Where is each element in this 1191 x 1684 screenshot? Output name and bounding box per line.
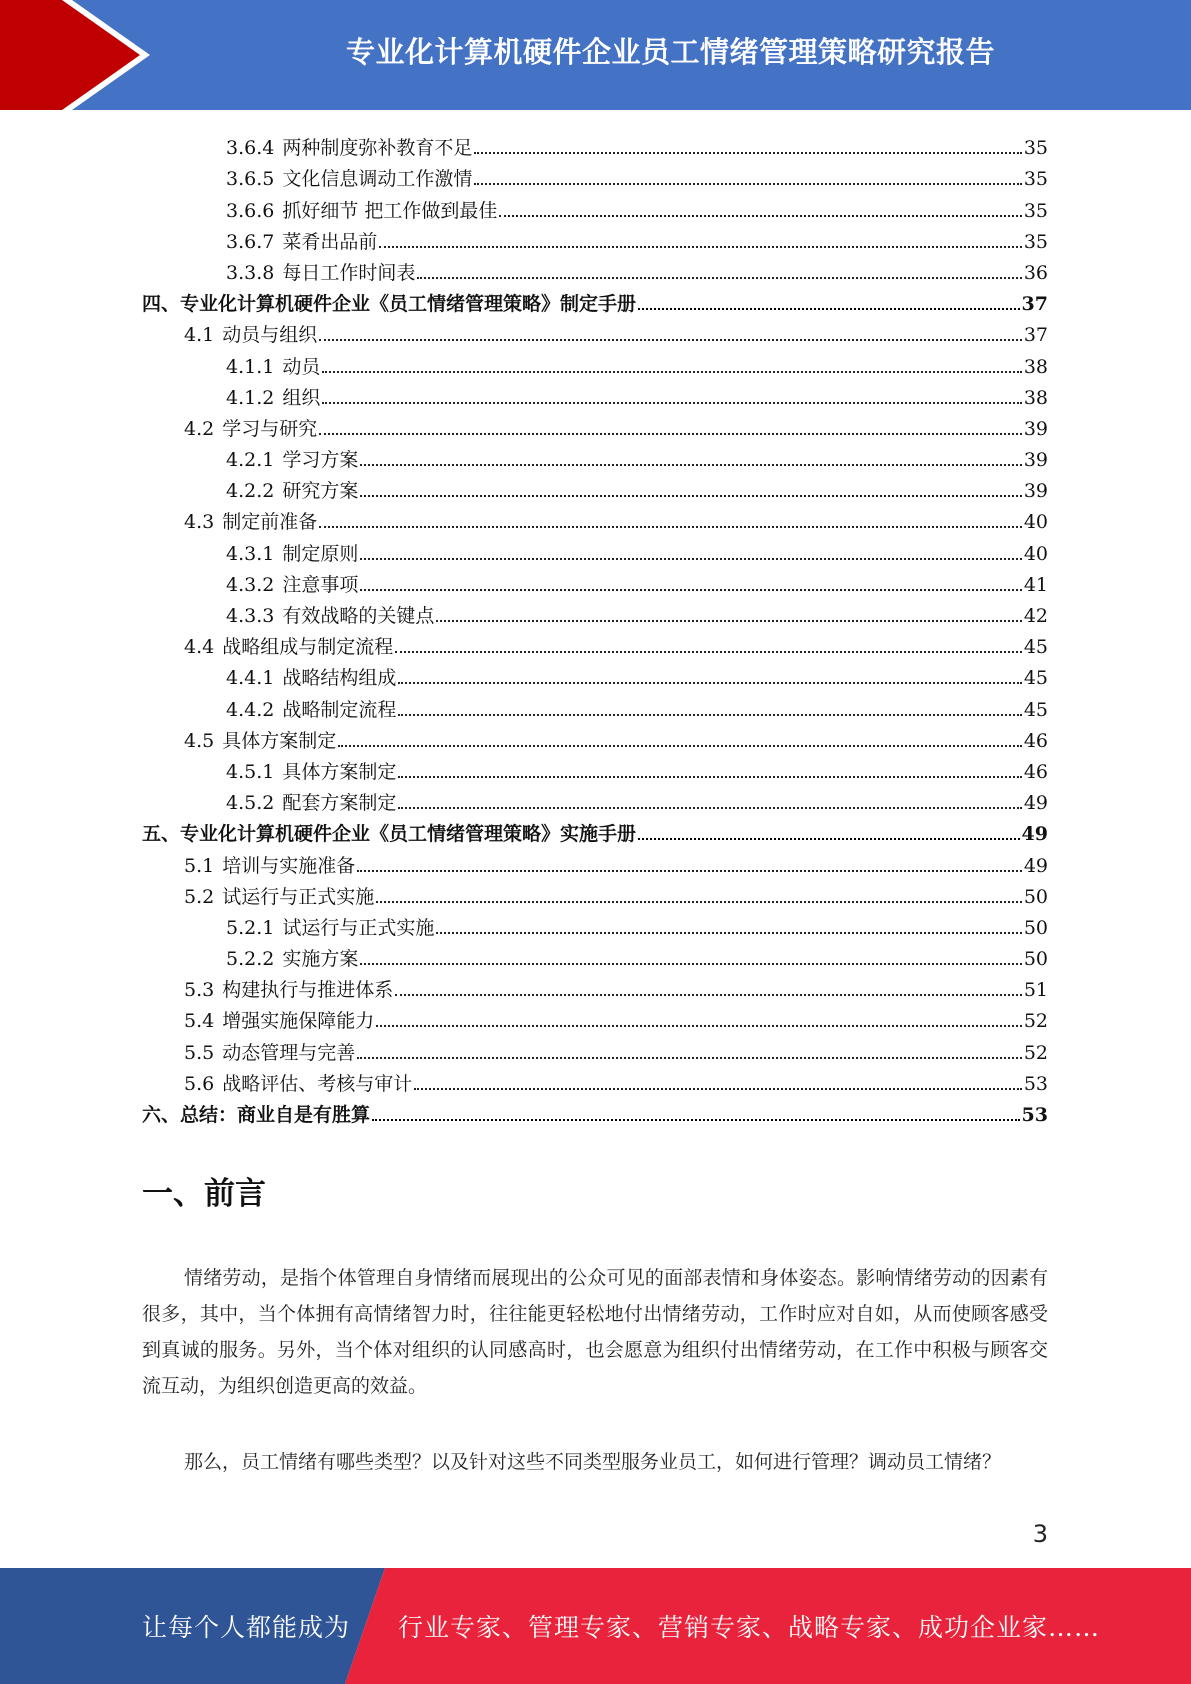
toc-entry-number: 4.3.2 (226, 573, 275, 596)
toc-entry-label (184, 886, 376, 908)
footer-slogan-right: 行业专家、管理专家、营销专家、战略专家、成功企业家…… (398, 1613, 1101, 1642)
toc-entry-label (184, 979, 395, 1001)
toc-entry-label (184, 324, 319, 346)
toc-entry-label (226, 168, 474, 190)
toc-entry-text: 配套方案制定 (282, 792, 397, 815)
toc-entry[interactable] (142, 440, 1048, 471)
toc-entry-text: 增强实施保障能力 (222, 1010, 375, 1033)
toc-entry-text: 试运行与正式实施 (222, 885, 375, 908)
toc-entry[interactable] (142, 253, 1048, 284)
toc-entry-page: 39 (1023, 480, 1048, 503)
toc-entry-label (184, 855, 357, 877)
toc-entry-label (184, 511, 319, 533)
toc-leader-dots (360, 963, 1021, 965)
toc-entry[interactable] (142, 752, 1048, 783)
toc-entry-label (226, 761, 398, 783)
toc-entry-text: 战略评估、考核与审计 (222, 1072, 413, 1095)
toc-entry[interactable] (142, 845, 1048, 876)
toc-entry-label (226, 948, 360, 970)
toc-entry-number: 3.6.7 (226, 230, 275, 253)
table-of-contents (142, 128, 1048, 1126)
toc-entry[interactable] (142, 658, 1048, 689)
toc-entry-number: 5.3 (184, 979, 215, 1002)
toc-entry-label (184, 1042, 357, 1064)
toc-leader-dots (414, 1088, 1022, 1090)
toc-entry-text: 学习方案 (282, 449, 359, 472)
header-band (0, 0, 1191, 110)
toc-entry[interactable] (142, 378, 1048, 409)
toc-entry-text: 每日工作时间表 (282, 261, 416, 284)
toc-entry-number: 4.4 (184, 636, 215, 659)
toc-entry-number: 4.3 (184, 511, 215, 534)
toc-entry-number: 4.5.2 (226, 792, 275, 815)
toc-leader-dots (360, 495, 1021, 497)
toc-entry-page: 46 (1023, 760, 1048, 783)
toc-entry-page: 50 (1023, 916, 1048, 939)
toc-entry-label (226, 387, 322, 409)
toc-entry-text: 文化信息调动工作激情 (282, 168, 473, 191)
paragraph: 那么，员工情绪有哪些类型？以及针对这些不同类型服务业员工，如何进行管理？调动员工情绪？ (184, 1451, 1002, 1473)
toc-leader-dots (322, 402, 1021, 404)
toc-entry-label (184, 1073, 414, 1095)
toc-entry-number: 4.5.1 (226, 760, 275, 783)
toc-entry-text: 组织 (282, 386, 321, 409)
toc-entry[interactable] (142, 128, 1048, 159)
toc-entry-number: 3.6.5 (226, 168, 275, 191)
toc-leader-dots (395, 651, 1022, 653)
footer-slogan-left: 让每个人都能成为 (142, 1613, 351, 1642)
toc-entry[interactable] (142, 596, 1048, 627)
toc-leader-dots (417, 277, 1021, 279)
toc-entry[interactable] (142, 908, 1048, 939)
toc-entry-number: 4.5 (184, 729, 215, 752)
toc-entry-page: 51 (1023, 979, 1048, 1002)
toc-entry-number: 3.3.8 (226, 261, 275, 284)
toc-entry-label (184, 1010, 376, 1032)
toc-entry-page: 39 (1023, 417, 1048, 440)
toc-entry-text: 有效战略的关键点 (282, 605, 435, 627)
toc-entry[interactable] (142, 877, 1048, 908)
toc-entry-text: 研究方案 (282, 480, 359, 503)
toc-entry-page: 45 (1023, 636, 1048, 659)
toc-leader-dots (638, 838, 1020, 840)
toc-leader-dots (372, 1119, 1020, 1121)
toc-entry[interactable] (142, 627, 1048, 658)
toc-entry[interactable] (142, 222, 1048, 253)
toc-entry-label (226, 262, 417, 284)
toc-entry-text: 动员与组织 (222, 324, 318, 347)
toc-entry-page: 37 (1023, 324, 1048, 347)
toc-entry-label (226, 574, 360, 596)
toc-entry-page: 35 (1023, 199, 1048, 222)
toc-leader-dots (360, 464, 1021, 466)
toc-entry[interactable] (142, 315, 1048, 346)
toc-entry-label (226, 792, 398, 814)
toc-entry-page: 39 (1023, 449, 1048, 472)
toc-entry-page: 49 (1023, 792, 1048, 815)
toc-entry-text: 具体方案制定 (282, 760, 397, 783)
toc-entry-number: 4.2.1 (226, 449, 275, 472)
toc-entry-page: 49 (1023, 854, 1048, 877)
toc-leader-dots (376, 1025, 1022, 1027)
toc-entry[interactable] (142, 409, 1048, 440)
toc-entry-page: 35 (1023, 230, 1048, 253)
toc-entry[interactable] (142, 1001, 1048, 1032)
toc-entry[interactable] (142, 689, 1048, 720)
toc-entry-page: 53 (1023, 1072, 1048, 1095)
toc-entry[interactable] (142, 159, 1048, 190)
toc-entry-page: 50 (1023, 948, 1048, 971)
toc-entry-number: 4.3.3 (226, 605, 275, 627)
toc-leader-dots (319, 339, 1022, 341)
toc-entry-text: 两种制度弥补教育不足 (282, 137, 473, 160)
toc-entry[interactable] (142, 346, 1048, 377)
toc-entry-page: 52 (1023, 1010, 1048, 1033)
toc-entry[interactable] (142, 565, 1048, 596)
toc-entry-text: 战略制定流程 (282, 698, 397, 721)
toc-entry-label (184, 636, 395, 658)
toc-entry[interactable] (142, 783, 1048, 814)
toc-entry-page: 53 (1021, 1104, 1048, 1126)
toc-entry[interactable] (142, 1064, 1048, 1095)
toc-entry-text: 动态管理与完善 (222, 1041, 356, 1064)
toc-leader-dots (436, 620, 1021, 622)
toc-entry-number: 4.4.1 (226, 667, 275, 690)
toc-entry-label (226, 605, 436, 627)
toc-entry-label (226, 356, 322, 378)
report-title: 专业化计算机硬件企业员工情绪管理策略研究报告 (345, 34, 995, 69)
toc-leader-dots (398, 776, 1021, 778)
toc-entry-number: 4.1.1 (226, 355, 275, 378)
toc-leader-dots (357, 1057, 1022, 1059)
toc-leader-dots (338, 745, 1022, 747)
toc-leader-dots (398, 714, 1021, 716)
toc-leader-dots (360, 589, 1021, 591)
toc-entry-number: 5.2.2 (226, 948, 275, 971)
toc-entry-number: 5.6 (184, 1072, 215, 1095)
toc-entry-label (226, 200, 499, 222)
toc-entry-page: 38 (1023, 386, 1048, 409)
toc-leader-dots (319, 526, 1022, 528)
toc-leader-dots (436, 932, 1021, 934)
toc-entry-text: 战略组成与制定流程 (222, 636, 394, 659)
toc-entry-page: 45 (1023, 667, 1048, 690)
toc-entry-page: 40 (1023, 542, 1048, 565)
toc-entry[interactable] (142, 814, 1048, 845)
toc-entry[interactable] (142, 970, 1048, 1001)
toc-entry[interactable] (142, 1032, 1048, 1063)
toc-entry-page: 35 (1023, 168, 1048, 191)
toc-entry-label (184, 730, 338, 752)
toc-leader-dots (499, 215, 1021, 217)
toc-entry-label (226, 917, 436, 939)
toc-entry-page: 46 (1023, 729, 1048, 752)
toc-entry[interactable] (142, 533, 1048, 564)
toc-entry-number: 4.2 (184, 417, 215, 440)
toc-entry-text: 战略结构组成 (282, 667, 397, 690)
toc-entry-number: 5.2.1 (226, 916, 275, 939)
toc-entry-text: 动员 (282, 355, 321, 378)
toc-entry-text: 注意事项 (282, 573, 359, 596)
toc-entry-text: 抓好细节 把工作做到最佳 (282, 199, 498, 222)
toc-entry-text: 四、专业化计算机硬件企业《员工情绪管理策略》制定手册 (142, 293, 637, 316)
toc-entry-text: 具体方案制定 (222, 729, 337, 752)
toc-entry-label (184, 418, 319, 440)
toc-entry-text: 六、总结：商业自是有胜算 (142, 1104, 371, 1126)
toc-entry-number: 4.1.2 (226, 386, 275, 409)
footer-band (0, 1568, 1191, 1684)
toc-entry-label (226, 449, 360, 471)
toc-entry-page: 52 (1023, 1041, 1048, 1064)
red-chevron-decoration (0, 0, 150, 110)
toc-entry-label (226, 667, 398, 689)
toc-entry-number: 5.1 (184, 854, 215, 877)
toc-entry-text: 菜肴出品前 (282, 230, 378, 253)
toc-entry-label (142, 293, 638, 315)
toc-entry-page: 45 (1023, 698, 1048, 721)
toc-entry-page: 49 (1021, 823, 1048, 846)
toc-leader-dots (474, 152, 1021, 154)
toc-entry-text: 制定前准备 (222, 511, 318, 534)
toc-entry-label (226, 231, 379, 253)
toc-entry[interactable] (142, 502, 1048, 533)
toc-entry-number: 3.6.4 (226, 137, 275, 160)
toc-entry-text: 试运行与正式实施 (282, 916, 435, 939)
toc-entry-page: 36 (1023, 261, 1048, 284)
toc-entry-label (226, 480, 360, 502)
toc-entry[interactable] (142, 284, 1048, 315)
toc-leader-dots (398, 682, 1021, 684)
toc-leader-dots (638, 308, 1020, 310)
toc-entry-text: 学习与研究 (222, 417, 318, 440)
page-number: 3 (1032, 1520, 1048, 1548)
toc-entry-page: 35 (1023, 137, 1048, 160)
toc-leader-dots (395, 994, 1022, 996)
toc-entry-number: 4.1 (184, 324, 215, 347)
toc-leader-dots (379, 246, 1021, 248)
toc-entry-number: 4.4.2 (226, 698, 275, 721)
toc-leader-dots (322, 371, 1021, 373)
toc-entry[interactable] (142, 471, 1048, 502)
toc-entry-label (142, 823, 638, 845)
toc-entry[interactable] (142, 721, 1048, 752)
toc-leader-dots (360, 558, 1021, 560)
toc-entry-page: 38 (1023, 355, 1048, 378)
paragraph: 情绪劳动，是指个体管理自身情绪而展现出的公众可见的面部表情和身体姿态。影响情绪劳动的因素有很多，其中，当个体拥有高情绪智力时，往往能更轻松地付出情绪劳动，工作时应对自如，从而使顾客感受到真诚的服务。另外，当个体对组织的认同感高时，也会愿意为组织付出情绪劳动，在工作中积极与顾客交流互动，为组织创造更高的效益。 (142, 1267, 1048, 1397)
toc-leader-dots (357, 870, 1022, 872)
toc-entry-number: 5.4 (184, 1010, 215, 1033)
toc-entry-page: 50 (1023, 885, 1048, 908)
toc-entry-page: 41 (1023, 573, 1048, 596)
section-heading: 一、前言 (142, 1176, 266, 1212)
toc-entry-number: 3.6.6 (226, 199, 275, 222)
toc-entry-number: 5.2 (184, 885, 215, 908)
toc-entry-page: 37 (1021, 293, 1048, 316)
toc-leader-dots (319, 433, 1022, 435)
toc-entry-label (226, 137, 474, 159)
toc-entry-text: 构建执行与推进体系 (222, 979, 394, 1002)
toc-entry-page: 40 (1023, 511, 1048, 534)
toc-entry[interactable] (142, 1095, 1048, 1126)
toc-leader-dots (376, 901, 1022, 903)
toc-entry-number: 4.2.2 (226, 480, 275, 503)
toc-entry-label (226, 543, 360, 565)
toc-entry-text: 制定原则 (282, 542, 359, 565)
toc-entry-number: 4.3.1 (226, 542, 275, 565)
toc-entry-text: 培训与实施准备 (222, 854, 356, 877)
toc-entry-label (226, 699, 398, 721)
toc-entry-number: 5.5 (184, 1041, 215, 1064)
toc-entry-page: 42 (1023, 605, 1048, 627)
toc-entry-text: 五、专业化计算机硬件企业《员工情绪管理策略》实施手册 (142, 823, 637, 846)
toc-entry-text: 实施方案 (282, 948, 359, 971)
toc-leader-dots (474, 183, 1021, 185)
toc-entry[interactable] (142, 190, 1048, 221)
toc-entry-label (142, 1104, 372, 1126)
toc-entry[interactable] (142, 939, 1048, 970)
toc-leader-dots (398, 807, 1021, 809)
